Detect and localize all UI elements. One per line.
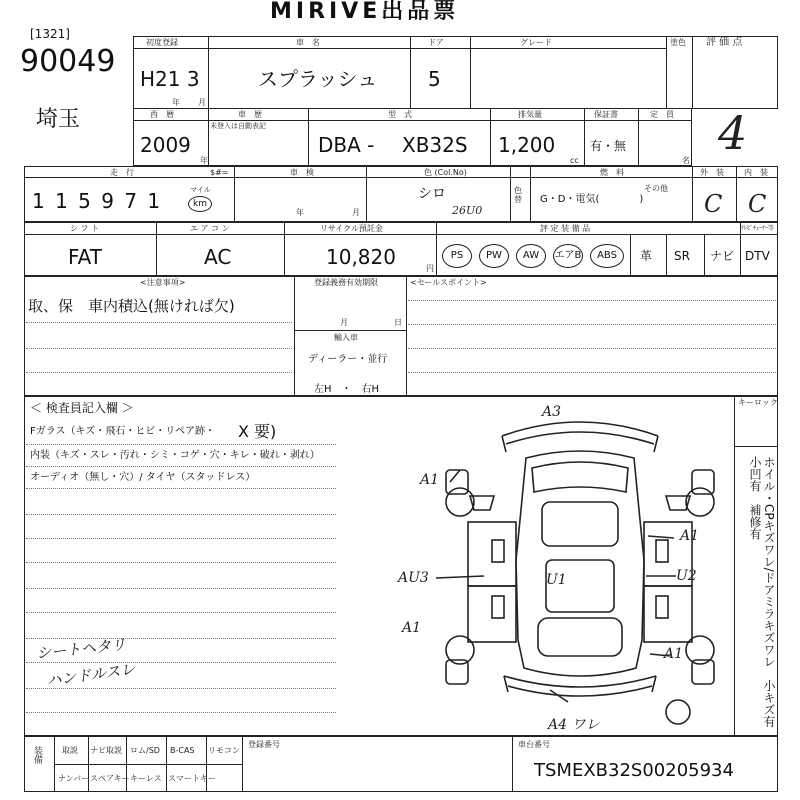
accessories-title: 装備 xyxy=(32,746,42,764)
shift-value: FAT xyxy=(68,245,103,269)
acc-navi-manual: ナビ取説 xyxy=(90,746,122,755)
year-ad-value: 2009 xyxy=(140,133,191,157)
displacement-label: 排気量 xyxy=(518,110,542,119)
equip-ps: PS xyxy=(442,244,472,268)
region: 埼玉 xyxy=(36,107,81,132)
exterior-value: C xyxy=(704,190,723,218)
sales-point-label: <セールスポイント> xyxy=(410,278,487,287)
equip-leather: 革 xyxy=(640,249,653,263)
steering-label: 左H ・ 右H xyxy=(314,384,380,395)
inspection-line-2: 内装（キズ・スレ・汚れ・シミ・コゲ・穴・キレ・破れ・剥れ） xyxy=(30,450,320,461)
damage-a1-top-left: A1 xyxy=(420,472,440,488)
note-seat: シートヘタリ xyxy=(35,635,127,663)
fuel-other-label: その他 xyxy=(644,184,668,193)
km-circle: km xyxy=(188,196,212,212)
color-label: 色 (Col.No) xyxy=(424,168,467,177)
equip-pw: PW xyxy=(479,244,509,268)
first-reg-label: 初度登録 xyxy=(146,38,178,47)
caution-value: 取、保 車内積込(無ければ欠) xyxy=(28,297,235,315)
warranty-label: 保証書 xyxy=(594,110,618,119)
import-label: 輸入車 xyxy=(334,333,358,342)
interior-value: C xyxy=(748,190,767,218)
acc-manual: 取説 xyxy=(62,746,78,755)
row4-frame xyxy=(24,222,778,276)
note-handle: ハンドルスレ xyxy=(45,659,137,691)
capacity-label: 定 員 xyxy=(650,110,674,119)
fuel-value: G・D・電気( ) xyxy=(540,194,644,205)
mile-unit: マイル xyxy=(190,186,211,194)
acc-smart-key: スマートキー xyxy=(168,774,216,783)
inspector-label: ＜ 検査員記入欄 ＞ xyxy=(30,401,134,415)
equipment-label: 評 定 装 備 品 xyxy=(540,224,591,233)
rating-value: 4 xyxy=(718,106,748,160)
chassis-label: 車台番号 xyxy=(518,740,550,749)
damage-u1: U1 xyxy=(546,572,567,588)
shaken-label: 車 検 xyxy=(290,168,314,177)
equip-aw: AW xyxy=(516,244,546,268)
expiry-day: 日 xyxy=(394,318,402,327)
color-value: シロ xyxy=(418,186,446,202)
inspection-line-1: Fガラス（キズ・飛石・ヒビ・リペア跡・ xyxy=(30,426,216,437)
equip-sr: SR xyxy=(674,249,690,263)
acc-spare-key: スペアキー xyxy=(90,774,130,783)
recycle-label: リサイクル預託金 xyxy=(320,224,383,233)
inspection-mark: X 要) xyxy=(238,422,277,441)
damage-a4: A4 ワレ xyxy=(548,717,600,733)
first-reg-value: H21 3 xyxy=(140,67,200,91)
meter-label: $#= xyxy=(210,168,229,177)
history-label: 車 歴 xyxy=(238,110,262,119)
mileage-value: 1 1 5 9 7 1 xyxy=(32,189,163,213)
row5-frame xyxy=(24,276,778,396)
cc-unit: cc xyxy=(570,156,579,165)
exterior-label: 外 装 xyxy=(700,168,724,177)
chassis-value: TSMEXB32S00205934 xyxy=(534,760,734,781)
color-change-label: 色替 xyxy=(514,186,522,204)
caution-label: <注意事項> xyxy=(140,278,186,287)
recycle-unit: 円 xyxy=(426,264,434,273)
equip-abs: ABS xyxy=(590,244,624,268)
acc-number: ナンバー xyxy=(58,774,90,783)
model-prefix-value: DBA - xyxy=(318,133,375,157)
lot-code: [1321] xyxy=(30,27,70,41)
damage-a1-right: A1 xyxy=(680,528,700,544)
damage-a1-left: A1 xyxy=(402,620,422,636)
acc-keyless: キーレス xyxy=(130,774,162,783)
shift-label: シ フ ト xyxy=(70,224,100,233)
equip-dtv: DTV xyxy=(745,249,770,263)
fuel-label: 燃 料 xyxy=(600,168,624,177)
history-note: 未登入は自動表記 xyxy=(210,122,266,130)
car-name-value: スプラッシュ xyxy=(258,67,378,91)
tuner-label: ﾃﾚﾋﾞﾁｭｰﾅｰ等 xyxy=(741,225,775,232)
side-damage-legend: ホイル・CPキズワレ/ドアミラキズワレ 小キズ有 小凹有 補修有 xyxy=(748,456,776,740)
displacement-value: 1,200 xyxy=(498,133,556,157)
car-name-label: 車 名 xyxy=(296,38,320,47)
grade-label: グレード xyxy=(520,38,552,47)
damage-au3: AU3 xyxy=(398,570,429,586)
year-ad-unit: 年 xyxy=(200,156,208,165)
damage-a1-bottom-right: A1 xyxy=(664,646,684,662)
acc-remote: リモコン xyxy=(208,746,240,755)
door-value: 5 xyxy=(428,67,441,91)
aircon-value: AC xyxy=(204,245,232,269)
year-unit: 年 xyxy=(172,98,180,107)
equip-navi: ナビ xyxy=(710,249,735,263)
damage-u2: U2 xyxy=(676,568,697,584)
expiry-month: 月 xyxy=(340,318,348,327)
color-row-label: 塗色 xyxy=(670,38,686,47)
car-diagram xyxy=(430,400,730,730)
lot-number: 90049 xyxy=(20,44,116,79)
equip-airbag: エアB xyxy=(553,244,583,268)
rating-label: 評 価 点 xyxy=(706,37,743,48)
model-value: XB32S xyxy=(402,133,468,157)
door-label: ドア xyxy=(428,38,444,47)
dealer-label: ディーラー・並行 xyxy=(308,354,388,365)
year-ad-label: 西 暦 xyxy=(150,110,174,119)
mileage-label: 走 行 xyxy=(110,168,134,177)
color-no-value: 26U0 xyxy=(452,204,483,217)
model-label: 型 式 xyxy=(388,110,412,119)
inspection-line-3: オーディオ（無し・穴）/ タイヤ（スタッドレス） xyxy=(30,472,256,483)
capacity-unit: 名 xyxy=(682,156,690,165)
reg-number-label: 登録番号 xyxy=(248,740,280,749)
acc-rom-sd: ロム/SD xyxy=(130,746,160,755)
warranty-value: 有・無 xyxy=(590,139,627,153)
month-unit: 月 xyxy=(198,98,206,107)
document-title: MIRIVE出品票 xyxy=(270,0,460,24)
shaken-month-unit: 月 xyxy=(352,208,360,217)
damage-a3: A3 xyxy=(542,404,562,420)
keylock-label: キーロック xyxy=(738,398,778,407)
interior-label: 内 装 xyxy=(744,168,768,177)
reg-expiry-label: 登録義務有効期限 xyxy=(314,278,378,287)
shaken-year-unit: 年 xyxy=(296,208,304,217)
aircon-label: エ ア コ ン xyxy=(190,224,230,233)
recycle-value: 10,820 xyxy=(326,245,396,269)
acc-bcas: B-CAS xyxy=(170,746,195,755)
